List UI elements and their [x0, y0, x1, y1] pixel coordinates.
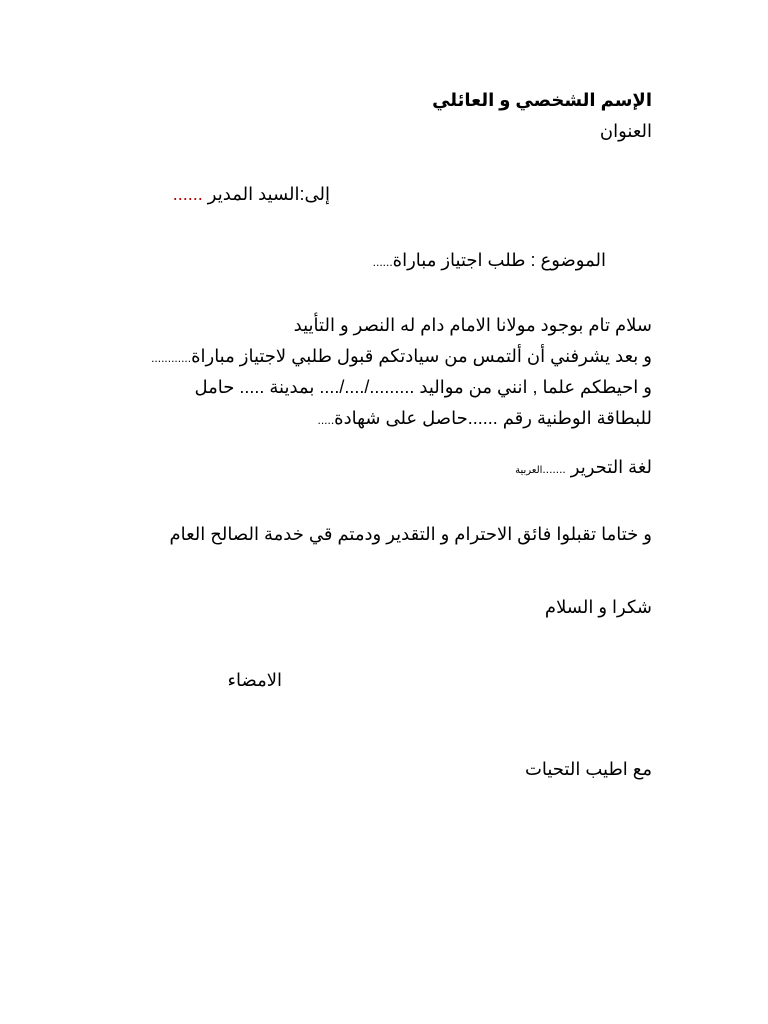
body-line-4-placeholder: .....	[317, 413, 335, 427]
body-line-4	[317, 406, 652, 432]
sender-address: العنوان	[599, 121, 652, 141]
body-line-2-text: و بعد يشرفني أن ألتمس من سيادتكم قبول طلبي لاجتياز مباراة	[191, 346, 652, 366]
language-value: العربية	[515, 465, 543, 476]
sender-name: الإسم الشخصي و العائلي	[432, 90, 652, 110]
language-line	[515, 455, 652, 483]
regards-line: مع اطيب التحيات	[524, 759, 652, 779]
signature-label: الامضاء	[227, 670, 282, 690]
language-dots: .......	[542, 462, 566, 476]
thanks-line: شكرا و السلام	[544, 597, 652, 617]
recipient-placeholder: ......	[172, 184, 203, 204]
body-line-4-text: للبطاقة الوطنية رقم ......حاصل على شهادة	[334, 408, 652, 428]
subject-placeholder: ......	[372, 255, 393, 269]
recipient-text: إلى:السيد المدير	[202, 184, 330, 204]
language-label: لغة التحرير	[565, 457, 652, 477]
body-line-2	[151, 344, 652, 370]
recipient-line	[173, 182, 330, 206]
closing-line: و ختاما تقبلوا فائق الاحترام و التقدير ودمتم قي خدمة الصالح العام	[169, 524, 652, 544]
body-line-1: سلام تام بوجود مولانا الامام دام له النصر و التأييد	[293, 315, 652, 335]
subject-line	[373, 248, 606, 274]
body-line-3: و احيطكم علما , انني من مواليد ........./..../.... بمدينة ..... حامل	[194, 377, 652, 397]
body-line-2-placeholder: ............	[151, 351, 192, 365]
subject-text: الموضوع : طلب اجتياز مباراة	[392, 250, 606, 270]
